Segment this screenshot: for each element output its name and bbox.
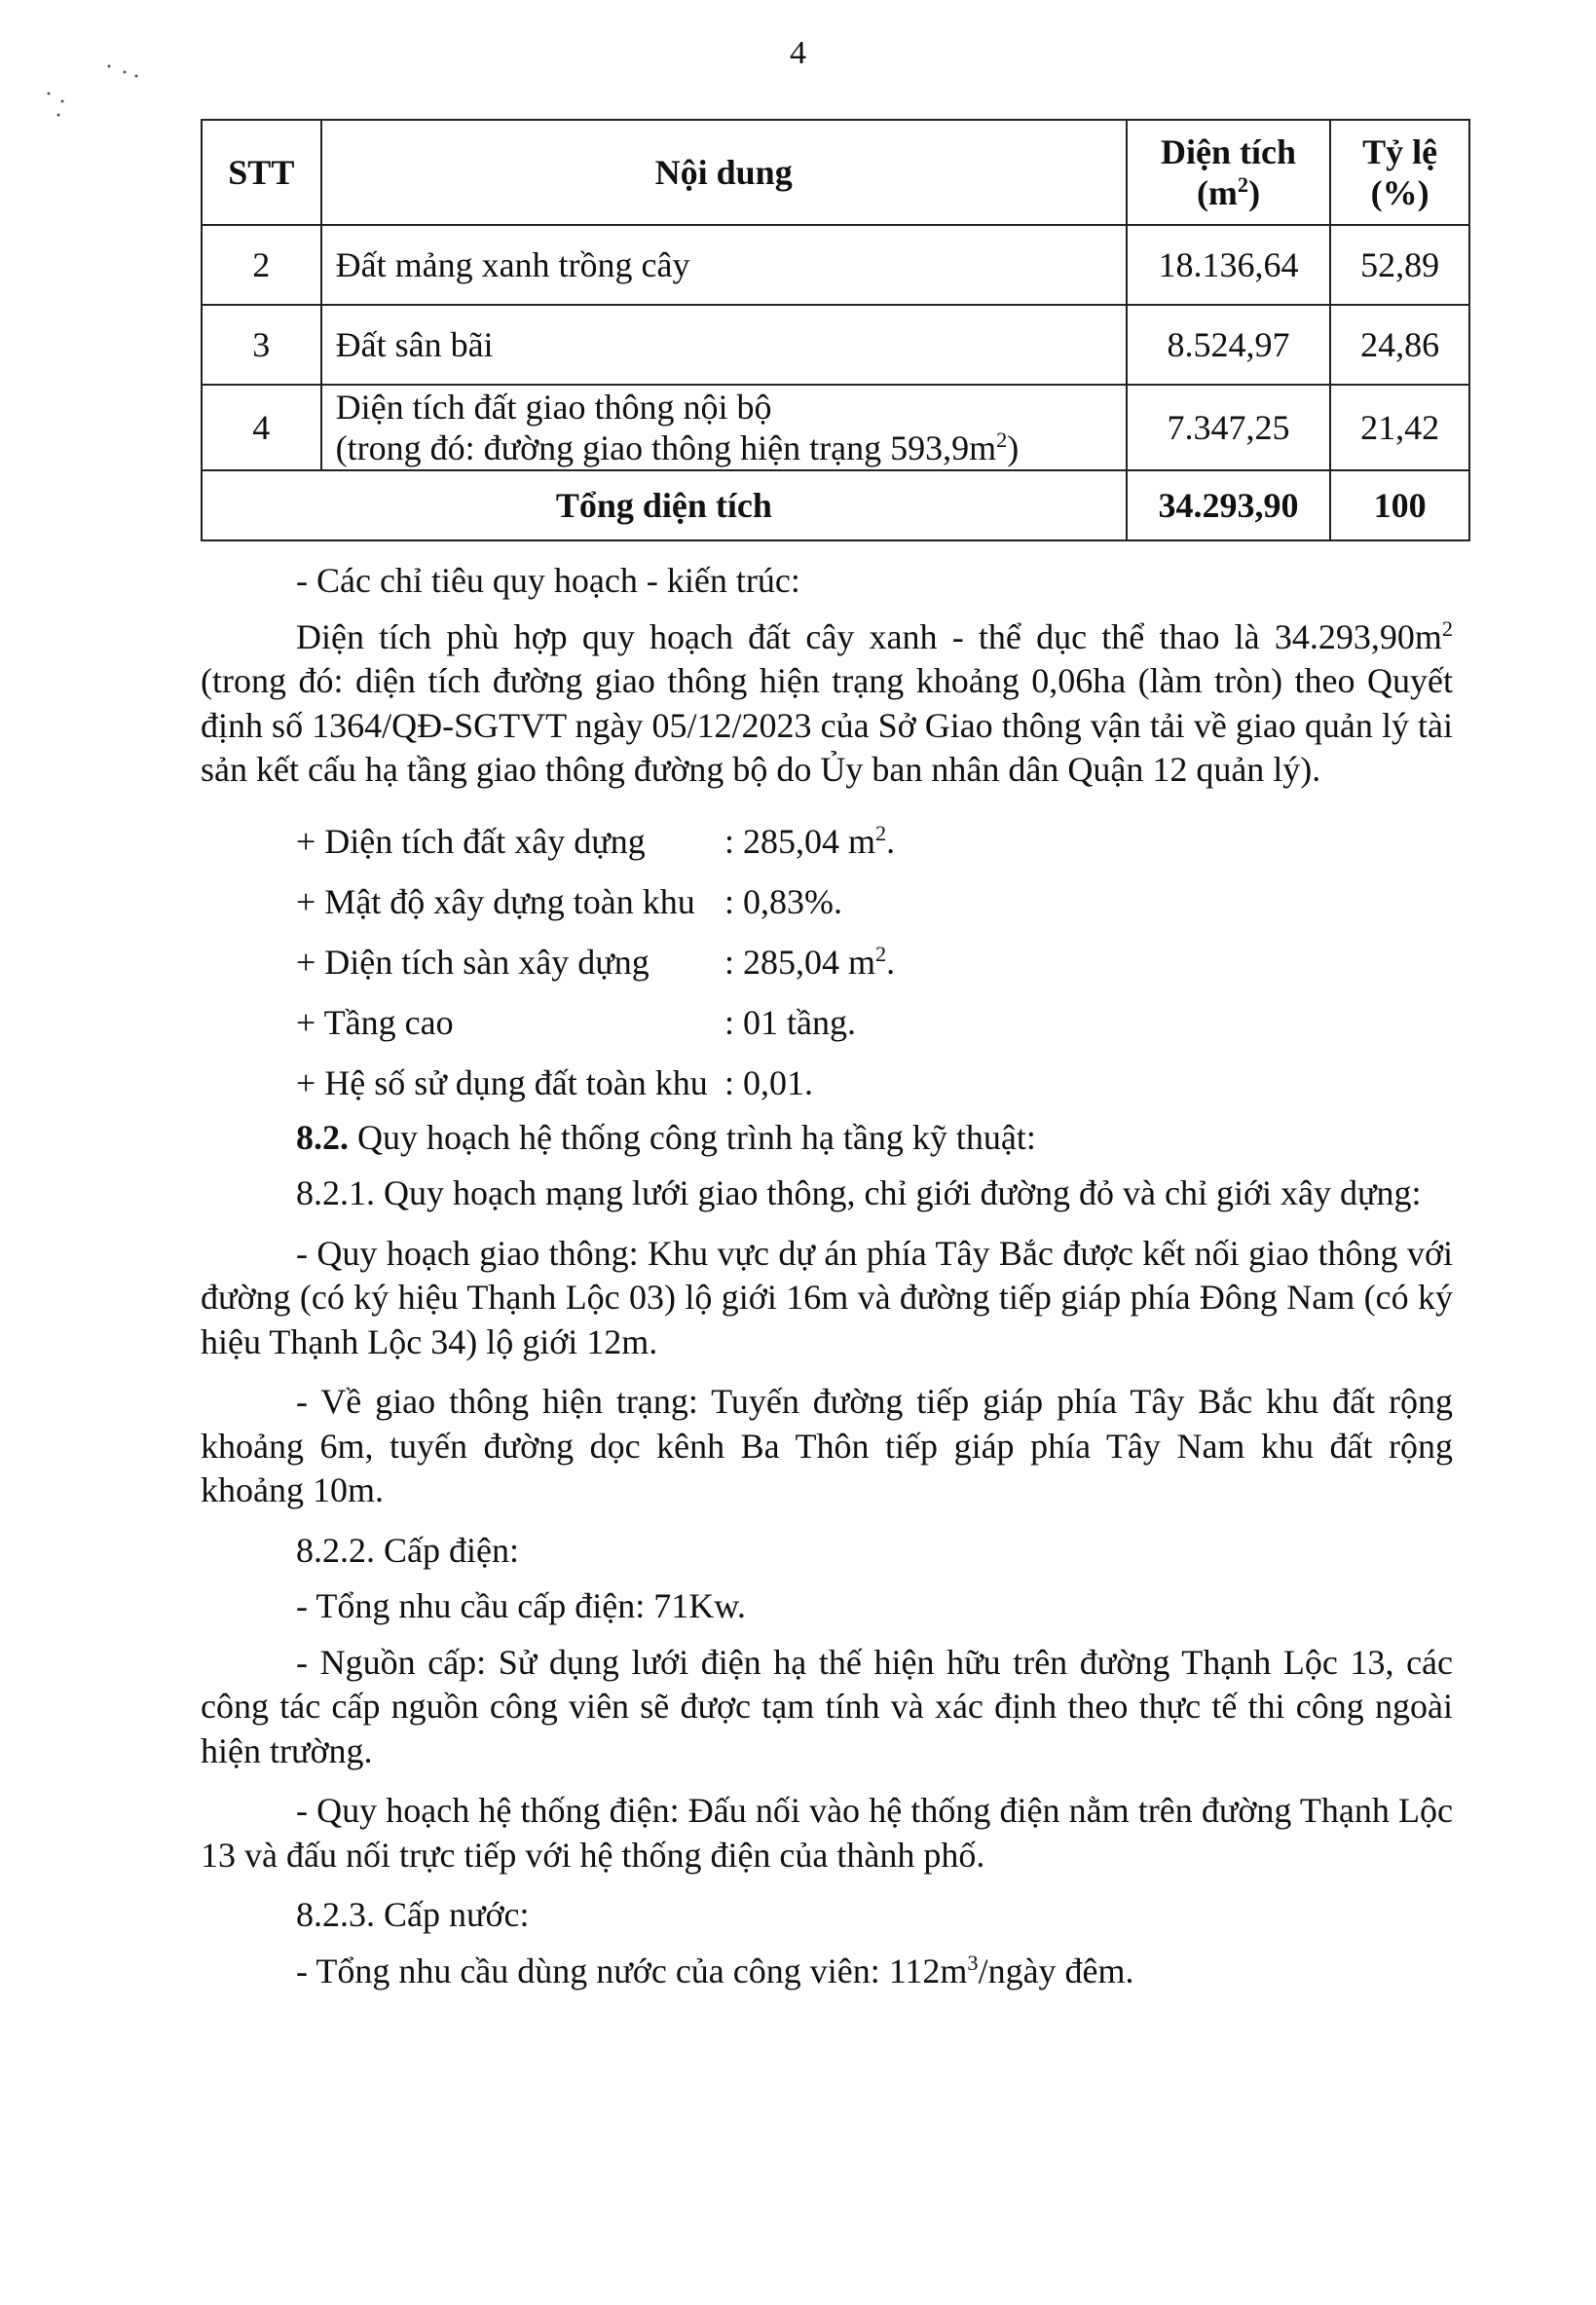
metric-row — [201, 865, 1453, 925]
metric-value: : 01 tầng. — [724, 1003, 856, 1042]
table-row — [202, 305, 1469, 385]
metric-value: : 0,01. — [724, 1063, 814, 1102]
total-label: Tổng diện tích — [202, 470, 1127, 540]
metric-value: : 285,04 $m^2$. — [724, 821, 896, 861]
metric-row — [201, 1046, 1453, 1106]
water-demand-paragraph: - Tổng nhu cầu dùng nước của công viên: $112m^3$/ngày đêm. — [296, 1950, 1134, 1990]
scan-specks — [39, 58, 156, 127]
metric-row — [201, 985, 1453, 1046]
metric-value: : 0,83%. — [724, 882, 842, 921]
table-header-row — [202, 120, 1469, 225]
header-content: Nội dung — [321, 120, 1127, 225]
metric-label: + Diện tích đất xây dựng — [296, 822, 646, 861]
existing-traffic-paragraph: - Về giao thông hiện trạng: Tuyến đường tiếp giáp phía Tây Bắc khu đất rộng khoảng 6m, tuyến đường dọc kênh Ba Thôn tiếp giáp phía Tây Nam khu đất rộng khoảng 10m. — [201, 1382, 1453, 1509]
criteria-heading: - Các chỉ tiêu quy hoạch - kiến trúc: — [296, 561, 800, 600]
total-ratio: 100 — [1330, 470, 1469, 540]
cell-area: 18.136,64 — [1127, 225, 1331, 305]
document-body — [201, 559, 1453, 2009]
cell-ratio: 24,86 — [1330, 305, 1469, 385]
total-area: 34.293,90 — [1127, 470, 1331, 540]
header-ratio: Tỷ lệ (%) — [1330, 120, 1469, 225]
cell-stt: 2 — [202, 225, 321, 305]
cell-content: Diện tích đất giao thông nội bộ (trong đó: đường giao thông hiện trạng $593,9m^2$) — [321, 385, 1127, 470]
table-row — [202, 385, 1469, 470]
metric-label: + Tầng cao — [296, 1003, 454, 1042]
metric-value: : 285,04 $m^2$. — [724, 942, 896, 982]
area-paragraph: Diện tích phù hợp quy hoạch đất cây xanh - thể dục thể thao là $34.293,90m^2$ (trong đó: diện tích đường giao thông hiện trạng khoảng 0,06ha (làm tròn) theo Quyết định số 1364/QĐ-SGTVT ngày 05/12/2023 của Sở Giao thông vận tải về giao quản lý tài sản kết cấu hạ tầng giao thông đường bộ do Ủy ban nhân dân Quận 12 quản lý). — [201, 615, 1453, 789]
cell-stt: 3 — [202, 305, 321, 385]
section-8-2-heading: 8.2. Quy hoạch hệ thống công trình hạ tầng kỹ thuật: — [296, 1117, 1036, 1157]
table-row — [202, 225, 1469, 305]
cell-area: 8.524,97 — [1127, 305, 1331, 385]
header-area: Diện tích $(m^2)$ — [1127, 120, 1331, 225]
cell-ratio: 52,89 — [1330, 225, 1469, 305]
page-number: 4 — [790, 35, 806, 71]
section-8-2-3-heading: 8.2.3. Cấp nước: — [296, 1895, 530, 1934]
metric-label: + Hệ số sử dụng đất toàn khu — [296, 1063, 708, 1102]
header-stt: STT — [202, 120, 321, 225]
cell-ratio: 21,42 — [1330, 385, 1469, 470]
power-system-paragraph: - Quy hoạch hệ thống điện: Đấu nối vào hệ thống điện nằm trên đường Thạnh Lộc 13 và đấu nối trực tiếp với hệ thống điện của thành phố. — [201, 1791, 1453, 1875]
land-area-table — [201, 119, 1470, 541]
section-8-2-1-heading: 8.2.1. Quy hoạch mạng lưới giao thông, chỉ giới đường đỏ và chỉ giới xây dựng: — [296, 1173, 1422, 1212]
cell-content: Đất sân bãi — [321, 305, 1127, 385]
section-8-2-2-heading: 8.2.2. Cấp điện: — [296, 1530, 519, 1570]
metric-label: + Diện tích sàn xây dựng — [296, 943, 650, 982]
power-demand-paragraph: - Tổng nhu cầu cấp điện: 71Kw. — [296, 1586, 746, 1625]
metric-row — [201, 804, 1453, 865]
table-total-row — [202, 470, 1469, 540]
cell-content: Đất mảng xanh trồng cây — [321, 225, 1127, 305]
cell-stt: 4 — [202, 385, 321, 470]
metric-label: + Mật độ xây dựng toàn khu — [296, 882, 695, 921]
traffic-planning-paragraph: - Quy hoạch giao thông: Khu vực dự án phía Tây Bắc được kết nối giao thông với đường (có ký hiệu Thạnh Lộc 03) lộ giới 16m và đường tiếp giáp phía Đông Nam (có ký hiệu Thạnh Lộc 34) lộ giới 12m. — [201, 1233, 1453, 1361]
metrics-list — [201, 804, 1453, 1106]
metric-row — [201, 925, 1453, 985]
cell-area: 7.347,25 — [1127, 385, 1331, 470]
power-source-paragraph: - Nguồn cấp: Sử dụng lưới điện hạ thế hiện hữu trên đường Thạnh Lộc 13, các công tác cấp nguồn công viên sẽ được tạm tính và xác định theo thực tế thi công ngoài hiện trường. — [201, 1642, 1453, 1770]
